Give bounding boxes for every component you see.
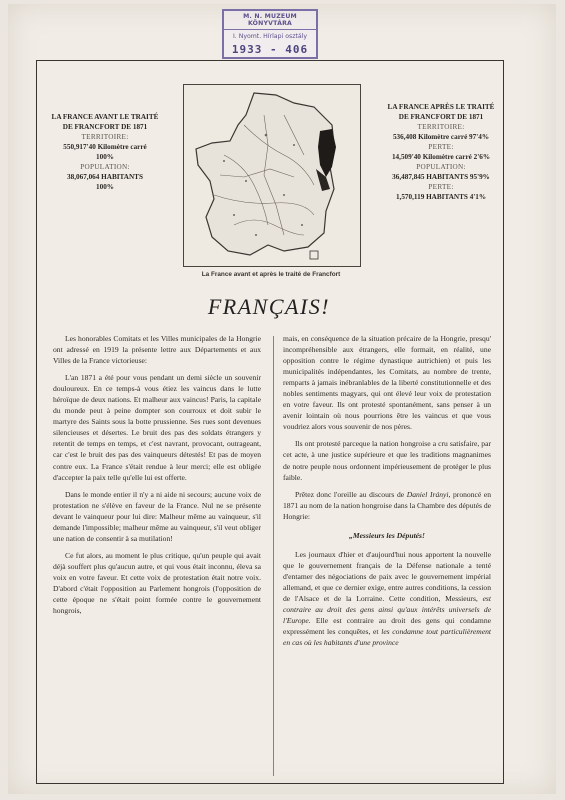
text-run: Prêtez donc l'oreille au discours de	[295, 489, 405, 499]
right-text-column	[283, 333, 491, 654]
stamp-number: 1933 - 406	[231, 43, 309, 56]
speaker-name: Daniel Irányi	[406, 489, 449, 499]
map-caption: La France avant et après le traité de Francfort	[201, 271, 341, 278]
column-divider	[273, 336, 274, 776]
emphasis: les condamne tout particulièrement en cas où les habitants d'une province	[283, 627, 492, 648]
right-territory-loss-label: PERTE:	[428, 143, 454, 151]
stamp-line-2: I. Nyomt. Hírlapi osztály	[232, 33, 308, 40]
paragraph: Les honorables Comitats et les Villes municipales de la Hongrie ont adressé en 1919 la présente lettre aux Départements et aux Villes de la France victorieuse:	[53, 334, 261, 366]
right-population-loss: 1,570,119 HABITANTS 4'1%	[395, 193, 487, 201]
paragraph	[283, 489, 491, 522]
right-stats-block	[382, 102, 500, 202]
left-territory-pct: 100%	[96, 153, 114, 161]
right-population-loss-label: PERTE:	[428, 183, 454, 191]
text-run: Elle est contraire au droit des gens qui condamne expressément les conquêtes, et	[283, 616, 492, 637]
salutation: „Messieurs les Députés!	[349, 530, 425, 540]
page-title: FRANÇAIS!	[207, 294, 331, 319]
right-population-label: POPULATION:	[416, 163, 466, 171]
paragraph: Ce fut alors, au moment le plus critique, qu'un peuple qui avait déjà souffert plus qu'aucun autre, et qui vous était inconnu, éleva sa voix en votre faveur. Et cette voix de protestation était notre voix. D'abord c'était l'opposition au Parlement hongrois (l'opposition de cette époque ne s'était point formée contre le gouvernement hongrois,	[53, 550, 261, 616]
paragraph: Ils ont protesté parceque la nation hongroise a cru satisfaire, par cet acte, à une justice supérieure et que les traditions magnanimes de notre peuple nous ordonnent impérieusement de protéger le plus faible.	[283, 439, 491, 482]
left-population-value: 38,067,064 HABITANTS	[67, 173, 143, 181]
right-territory-label: TERRITOIRE:	[417, 123, 465, 131]
right-population-value: 36,487,845 HABITANTS 95'9%	[392, 173, 490, 181]
left-stats-block	[46, 112, 164, 192]
emphasis: est contraire au droit des gens ainsi qu'aux intérêts universels de l'Europe.	[283, 593, 491, 626]
left-population-label: POPULATION:	[80, 163, 130, 171]
map-of-france	[183, 84, 361, 267]
left-territory-value: 550,917'40 Kilomètre carré	[63, 143, 147, 151]
stamp-line-1: M. N. MUZEUM KÖNYVTÁRA	[224, 13, 316, 30]
left-text-column	[53, 333, 261, 622]
text-run: Les journaux d'hier et d'aujourd'hui nous apportent la nouvelle que le gouvernement français de la Défense nationale a tenté d'entamer des négociations de paix avec le gouvernement impérial allemand, et que ce dernier exige, entre autres conditions, la cession de l'Alsace et de la Lorraine. Cette condition, Messieurs,	[283, 549, 491, 603]
right-territory-loss: 14,509'40 Kilomètre carré 2'6%	[391, 153, 491, 161]
paragraph: mais, en conséquence de la situation précaire de la Hongrie, presqu' incompréhensible aux étrangers, elle formait, en réalité, une opposition contre le régime dynastique autrichien) et puis les municipalités indépendantes, les Comitats, au nombre de trente, remparts à jamais inébranlables de la liberté constitutionnelle et des nobles sentiments magyars, qui ont élevé leur voix de protestation en votre faveur. Ils ont protesté spontanément, sans penser à un avenir lointain où nous pourrions être les vaincus et que vous voudriez alors vous souvenir de nos pères.	[283, 334, 491, 432]
left-stats-heading: LA FRANCE AVANT LE TRAITÉ DE FRANCFORT DE 1871	[51, 113, 159, 131]
map-illustration	[184, 85, 360, 266]
paragraph: Dans le monde entier il n'y a ni aide ni secours; aucune voix de protestation ne s'élève en faveur de la France. Nul ne se présente devant le vainqueur pour lui dire: Malheur même au vainqueur, s'il demande l'impossible; malheur même au vainqueur, s'il veut obliger une nation de consentir à sa mutilation!	[53, 489, 261, 543]
library-stamp	[222, 9, 318, 59]
paragraph: L'an 1871 a été pour vous pendant un demi siècle un souvenir douloureux. En ce temps-à vous étiez les vaincus dans le lutte héroïque de deux nations. Et malheur aux vaincus! Paris, la capitale du monde peut à peine dompter son courroux et doit subir le martyre des Saints sous la botte prussienne. Ses rues sont devenues silencieuses et désertes. Le bruit des pas des soldats étrangers y retentit de temps en temps, et c'est navrant, provocant, outrageant, car c'est le bruit des pas des vainqueurs détestés! Et pas de moyen contre eux. La France s'était rendue à leur merci; elle est obligée d'accepter la paix telle qu'elle lui est offerte.	[53, 373, 261, 482]
right-territory-value: 536,408 Kilomètre carré 97'4%	[392, 133, 490, 141]
left-population-pct: 100%	[96, 183, 114, 191]
paragraph	[283, 549, 491, 648]
left-territory-label: TERRITOIRE:	[81, 133, 129, 141]
right-stats-heading: LA FRANCE APRÈS LE TRAITÉ DE FRANCFORT DE 1871	[387, 103, 495, 121]
text-run: , prononcé en 1871 au nom de la nation hongroise dans la Chambre des députés de Hongrie:	[283, 489, 492, 521]
